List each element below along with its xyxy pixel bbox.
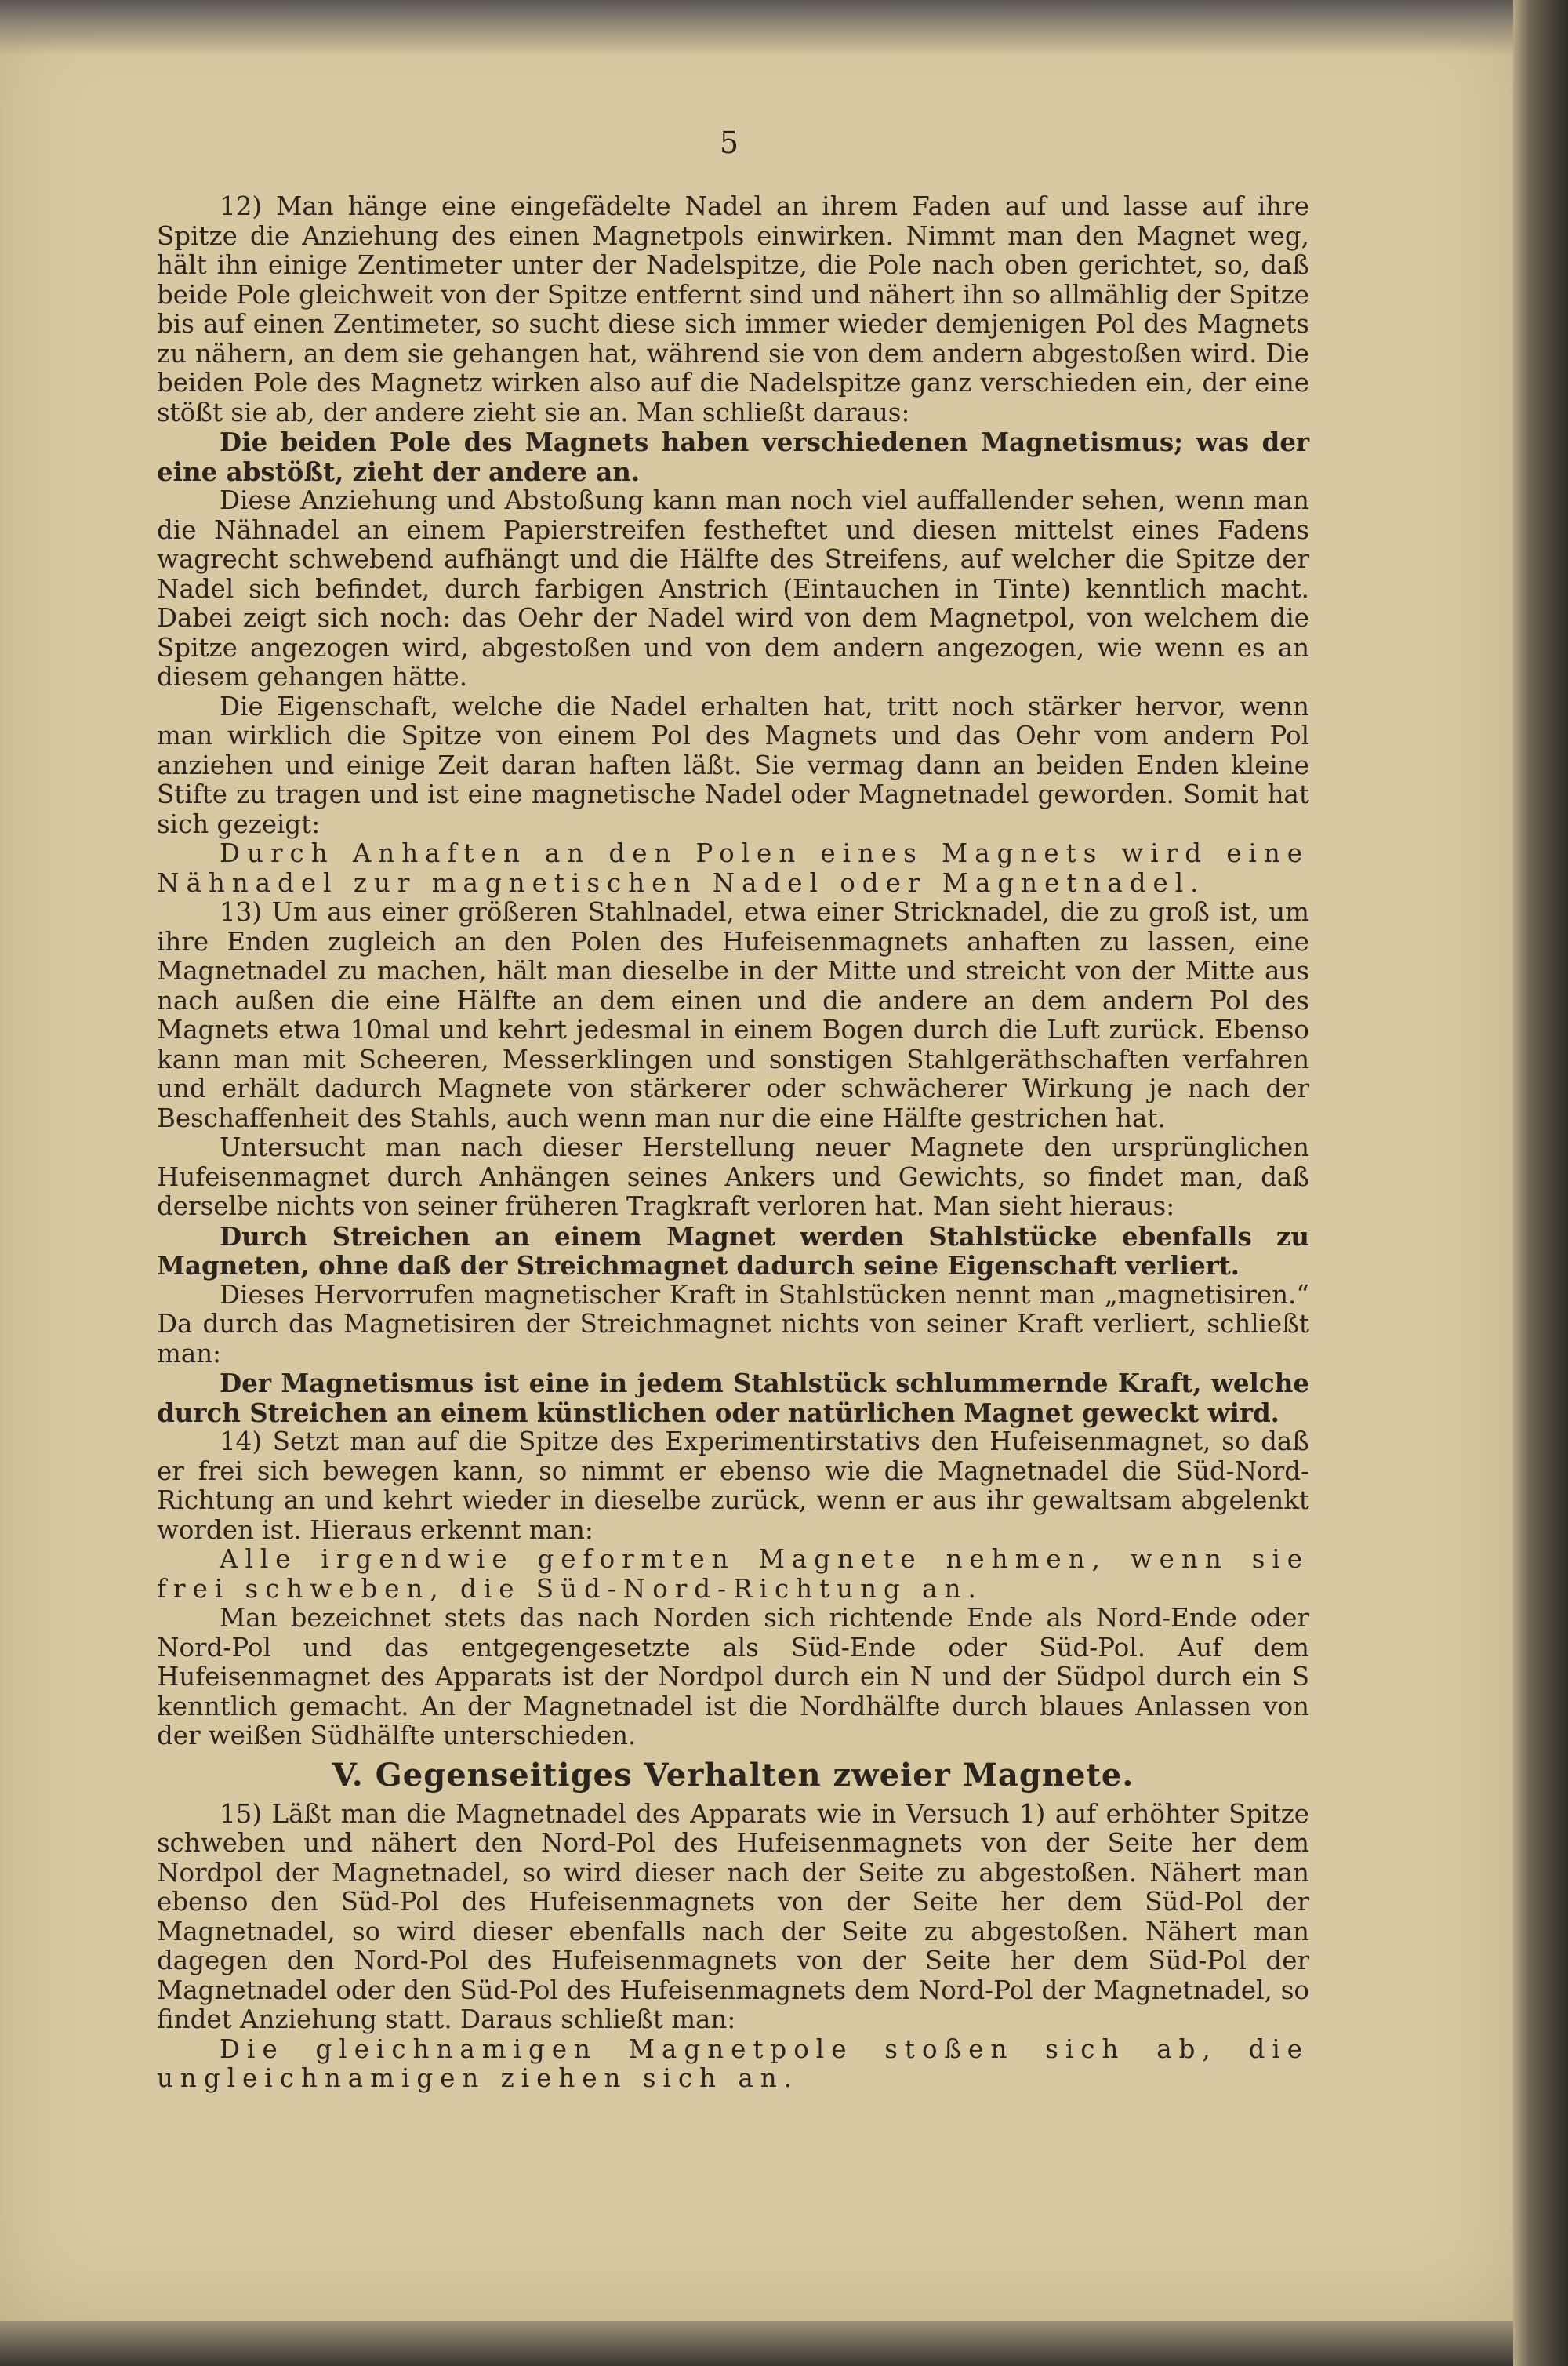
page-bottom-shadow: [0, 2321, 1513, 2366]
paragraph-attraction: Diese Anziehung und Abstoßung kann man noch viel auffallender sehen, wenn man die Nähnadel an einem Papierstreifen festheftet und diesen mittelst eines Fadens wagrecht schwebend aufhängt und die Hälfte des Streifens, auf welcher die Spitze der Nadel sich befindet, durch farbigen Anstrich (Eintauchen in Tinte) kenntlich macht. Dabei zeigt sich noch: das Oehr der Nadel wird von dem Magnetpol, von welchem die Spitze angezogen wird, abgestoßen und von dem andern angezogen, wie wenn es an diesem gehangen hätte.: [157, 485, 1309, 692]
conclusion-magnetism: Der Magnetismus ist eine in jedem Stahlstück schlummernde Kraft, welche durch Streichen an einem künstlichen oder natürlichen Magnet geweckt wird.: [157, 1368, 1309, 1428]
page-number: 5: [719, 125, 739, 160]
book-edge: [1513, 0, 1568, 2366]
paragraph-property: Die Eigenschaft, welche die Nadel erhalten hat, tritt noch stärker hervor, wenn man wirklich die Spitze von einem Pol des Magnets und das Oehr vom andern Pol anziehen und einige Zeit daran haften läßt. Sie vermag dann an beiden Enden kleine Stifte zu tragen und ist eine magnetische Nadel oder Magnetnadel geworden. Somit hat sich gezeigt:: [157, 691, 1309, 839]
conclusion-needle: Durch Anhaften an den Polen eines Magnets wird eine Nähnadel zur magnetischen Nadel oder Magnetnadel.: [157, 838, 1309, 898]
conclusion-stroking: Durch Streichen an einem Magnet werden Stahlstücke ebenfalls zu Magneten, ohne daß der Streichmagnet dadurch seine Eigenschaft verliert.: [157, 1220, 1309, 1281]
page-text: [157, 192, 1309, 2094]
paragraph-examination: Untersucht man nach dieser Herstellung neuer Magnete den ursprünglichen Hufeisenmagnet durch Anhängen seines Ankers und Gewichts, so findet man, daß derselbe nichts von seiner früheren Tragkraft verloren hat. Man sieht hieraus:: [157, 1132, 1309, 1221]
paragraph-14: 14) Setzt man auf die Spitze des Experimentirstativs den Hufeisenmagnet, so daß er frei sich bewegen kann, so nimmt er ebenso wie die Magnetnadel die Süd-Nord-Richtung an und kehrt wieder in dieselbe zurück, wenn er aus ihr gewaltsam abgelenkt worden ist. Hieraus erkennt man:: [157, 1427, 1309, 1545]
section-heading: V. Gegenseitiges Verhalten zweier Magnete.: [332, 1756, 1134, 1794]
conclusion-like-poles: Die gleichnamigen Magnetpole stoßen sich ab, die ungleichnamigen ziehen sich an.: [157, 2033, 1309, 2093]
paragraph-magnetisiren: Dieses Hervorrufen magnetischer Kraft in Stahlstücken nennt man „magnetisiren.“ Da durch das Magnetisiren der Streichmagnet nichts von seiner Kraft verliert, schließt man:: [157, 1279, 1309, 1368]
paragraph-13: 13) Um aus einer größeren Stahlnadel, etwa einer Stricknadel, die zu groß ist, um ihre Enden zugleich an den Polen des Hufeisenmagnets anhaften zu lassen, eine Magnetnadel zu machen, hält man dieselbe in der Mitte und streicht von der Mitte aus nach außen die eine Hälfte an dem einen und die andere an dem andern Pol des Magnets etwa 10mal und kehrt jedesmal in einem Bogen durch die Luft zurück. Ebenso kann man mit Scheeren, Messerklingen und sonstigen Stahlgeräthschaften verfahren und erhält dadurch Magnete von stärkerer oder schwächerer Wirkung je nach der Beschaffenheit des Stahls, auch wenn man nur die eine Hälfte gestrichen hat.: [157, 897, 1309, 1133]
paragraph-12: 12) Man hänge eine eingefädelte Nadel an ihrem Faden auf und lasse auf ihre Spitze die Anziehung des einen Magnetpols einwirken. Nimmt man den Magnet weg, hält ihn einige Zentimeter unter der Nadelspitze, die Pole nach oben gerichtet, so, daß beide Pole gleichweit von der Spitze entfernt sind und nähert ihn so allmählig der Spitze bis auf einen Zentimeter, so sucht diese sich immer wieder demjenigen Pol des Magnets zu nähern, an dem sie gehangen hat, während sie von dem andern abgestoßen wird. Die beiden Pole des Magnetz wirken also auf die Nadelspitze ganz verschieden ein, der eine stößt sie ab, der andere zieht sie an. Man schließt daraus:: [157, 191, 1309, 427]
paragraph-15: 15) Läßt man die Magnetnadel des Apparats wie in Versuch 1) auf erhöhter Spitze schweben und nähert den Nord-Pol des Hufeisenmagnets von der Seite her dem Nordpol der Magnetnadel, so wird dieser nach der Seite zu abgestoßen. Nähert man ebenso den Süd-Pol des Hufeisenmagnets von der Seite her dem Süd-Pol der Magnetnadel, so wird dieser ebenfalls nach der Seite zu abgestoßen. Nähert man dagegen den Nord-Pol des Hufeisenmagnets von der Seite her dem Süd-Pol der Magnetnadel oder den Süd-Pol des Hufeisenmagnets dem Nord-Pol der Magnetnadel, so findet Anziehung statt. Daraus schließt man:: [157, 1798, 1309, 2034]
conclusion-poles: Die beiden Pole des Magnets haben verschiedenen Magnetismus; was der eine abstößt, zieht der andere an.: [157, 427, 1309, 487]
conclusion-direction: Alle irgendwie geformten Magnete nehmen, wenn sie frei schweben, die Süd-Nord-Richtung an.: [157, 1544, 1309, 1604]
paragraph-designation: Man bezeichnet stets das nach Norden sich richtende Ende als Nord-Ende oder Nord-Pol und das entgegengesetzte als Süd-Ende oder Süd-Pol. Auf dem Hufeisenmagnet des Apparats ist der Nordpol durch ein N und der Südpol durch ein S kenntlich gemacht. An der Magnetnadel ist die Nordhälfte durch blaues Anlassen von der weißen Südhälfte unterschieden.: [157, 1603, 1309, 1750]
